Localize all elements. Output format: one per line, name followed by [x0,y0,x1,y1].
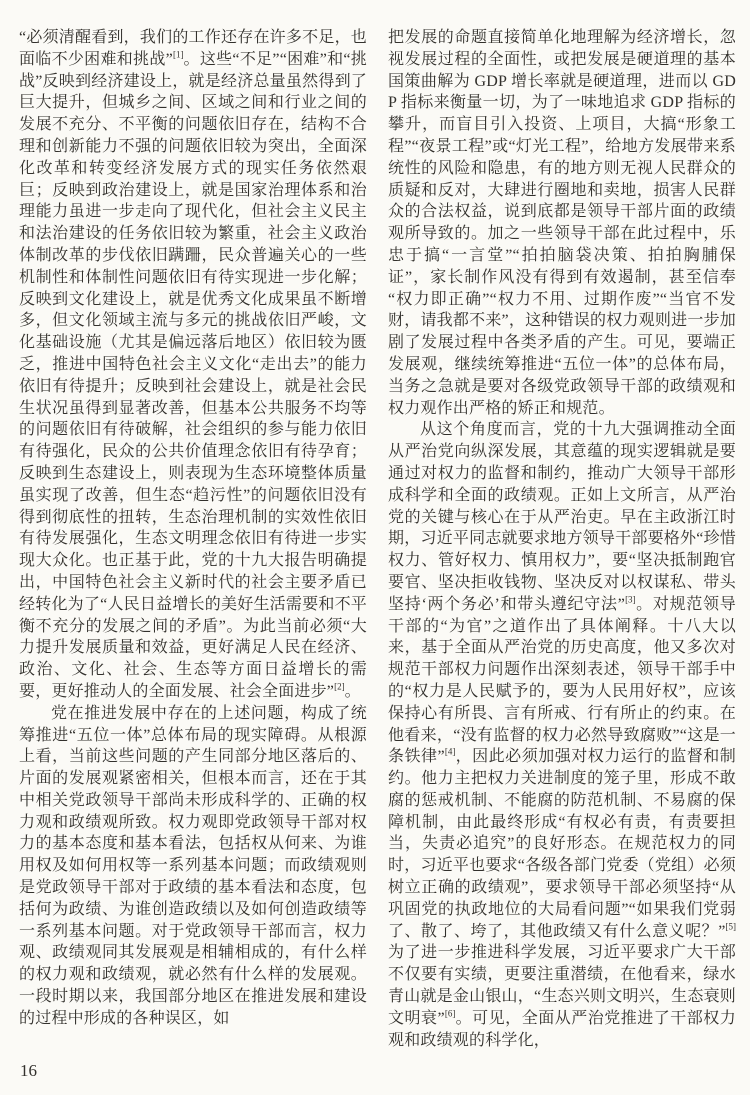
paragraph: 把发展的命题直接简单化地理解为经济增长，忽视发展过程的全面性，或把发展是硬道理的基本国策曲解为 GDP 增长率就是硬道理，进而以 GDP 指标来衡量一切，为了一味地追求 GDP 指标的攀升，而盲目引入投资、上项目，大搞“形象工程”“夜景工程”或“灯光工程”，给地方发展带来系统性的风险和隐患，有的地方则无视人民群众的质疑和反对，大肆进行圈地和卖地，损害人民群众的合法权益，说到底都是领导干部片面的政绩观所导致的。加之一些领导干部在此过程中，乐忠于搞“一言堂”“拍拍脑袋决策、拍拍胸脯保证”，家长制作风没有得到有效遏制，甚至信奉“权力即正确”“权力不用、过期作废”“当官不发财，请我都不来”，这种错误的权力观则进一步加剧了发展过程中各类矛盾的产生。可见，要端正发展观，继续统筹推进“五位一体”的总体布局，当务之急就是要对各级党政领导干部的政绩观和权力观作出严格的矫正和规范。 [388,29,736,417]
page-number: 16 [20,1061,37,1080]
paragraph: “必须清醒看到，我们的工作还存在许多不足，也面临不少困难和挑战”[1]。这些“不足”“困难”和“挑战”反映到经济建设上，就是经济总量虽然得到了巨大提升，但城乡之间、区域之间和行业之间的发展不充分、不平衡的问题依旧存在，结构不合理和创新能力不强的问题依旧较为突出，全面深化改革和转变经济发展方式的现实任务依然艰巨；反映到政治建设上，就是国家治理体系和治理能力虽进一步走向了现代化，但社会主义民主和法治建设的任务依旧较为繁重，社会主义政治体制改革的步伐依旧蹒跚，民众普遍关心的一些机制性和体制性问题依旧有待实现进一步化解；反映到文化建设上，就是优秀文化成果虽不断增多，但文化领域主流与多元的挑战依旧严峻，文化基础设施（尤其是偏远落后地区）依旧较为匮乏，推进中国特色社会主义文化“走出去”的能力依旧有待提升；反映到社会建设上，就是社会民生状况虽得到显著改善，但基本公共服务不均等的问题依旧有待破解，社会组织的参与能力依旧有待强化，民众的公共价值理念依旧有待孕育；反映到生态建设上，则表现为生态环境整体质量虽实现了改善，但生态“趋污性”的问题依旧没有得到彻底性的扭转，生态治理机制的实效性依旧有待发展强化，生态文明理念依旧有待进一步实现大众化。也正基于此，党的十九大报告明确提出，中国特色社会主义新时代的社会主要矛盾已经转化为了“人民日益增长的美好生活需要和不平衡不充分的发展之间的矛盾”。为此当前必须“大力提升发展质量和效益，更好满足人民在经济、政治、文化、社会、生态等方面日益增长的需要，更好推动人的全面发展、社会全面进步”[2]。 [19,29,367,700]
paragraph: 从这个角度而言，党的十九大强调推动全面从严治党向纵深发展，其意蕴的现实逻辑就是要通过对权力的监督和制约，推动广大领导干部形成科学和全面的政绩观。正如上文所言，从严治党的关键与核心在于从严治吏。早在主政浙江时期，习近平同志就要求地方领导干部要格外“珍惜权力、管好权力、慎用权力”，要“坚决抵制跑官要官、坚决拒收钱物、坚决反对以权谋私、带头坚持‘两个务必’和带头遵纪守法”[3]。对规范领导干部的“为官”之道作出了具体阐释。十八大以来，基于全面从严治党的历史高度，他又多次对规范干部权力问题作出深刻表述，领导干部手中的“权力是人民赋予的，要为人民用好权”，应该保持心有所畏、言有所戒、行有所止的约束。在他看来，“没有监督的权力必然导致腐败”“这是一条铁律”[4]，因此必须加强对权力运行的监督和制约。他力主把权力关进制度的笼子里，形成不敢腐的惩戒机制、不能腐的防范机制、不易腐的保障机制，由此最终形成“有权必有责，有责要担当，失责必追究”的良好形态。在规范权力的同时，习近平也要求“各级各部门党委（党组）必须树立正确的政绩观”，要求领导干部必须坚持“从巩固党的执政地位的大局看问题”“如果我们党弱了、散了、垮了，其他政绩又有什么意义呢？”[5]为了进一步推进科学发展，习近平要求广大干部不仅要有实绩，更要注重潜绩，在他看来，绿水青山就是金山银山，“生态兴则文明兴，生态衰则文明衰”[6]。可见，全面从严治党推进了干部权力观和政绩观的科学化， [388,421,737,1049]
left-column [19,27,367,1051]
paragraph: 党在推进发展中存在的上述问题，构成了统筹推进“五位一体”总体布局的现实障碍。从根源上看，当前这些问题的产生同部分地区落后的、片面的发展观紧密相关，但根本而言，还在于其中相关党政领导干部尚未形成科学的、正确的权力观和政绩观所致。权力观即党政领导干部对权力的基本态度和基本看法，包括权从何来、为谁用权及如何用权等一系列基本问题；而政绩观则是党政领导干部对于政绩的基本看法和态度，包括何为政绩、为谁创造政绩以及如何创造政绩等一系列基本问题。对于党政领导干部而言，权力观、政绩观同其发展观是相辅相成的，有什么样的权力观和政绩观，就必然有什么样的发展观。一段时期以来，我国部分地区在推进发展和建设的过程中形成的各种误区，如 [19,704,367,1027]
right-column [388,27,736,1051]
